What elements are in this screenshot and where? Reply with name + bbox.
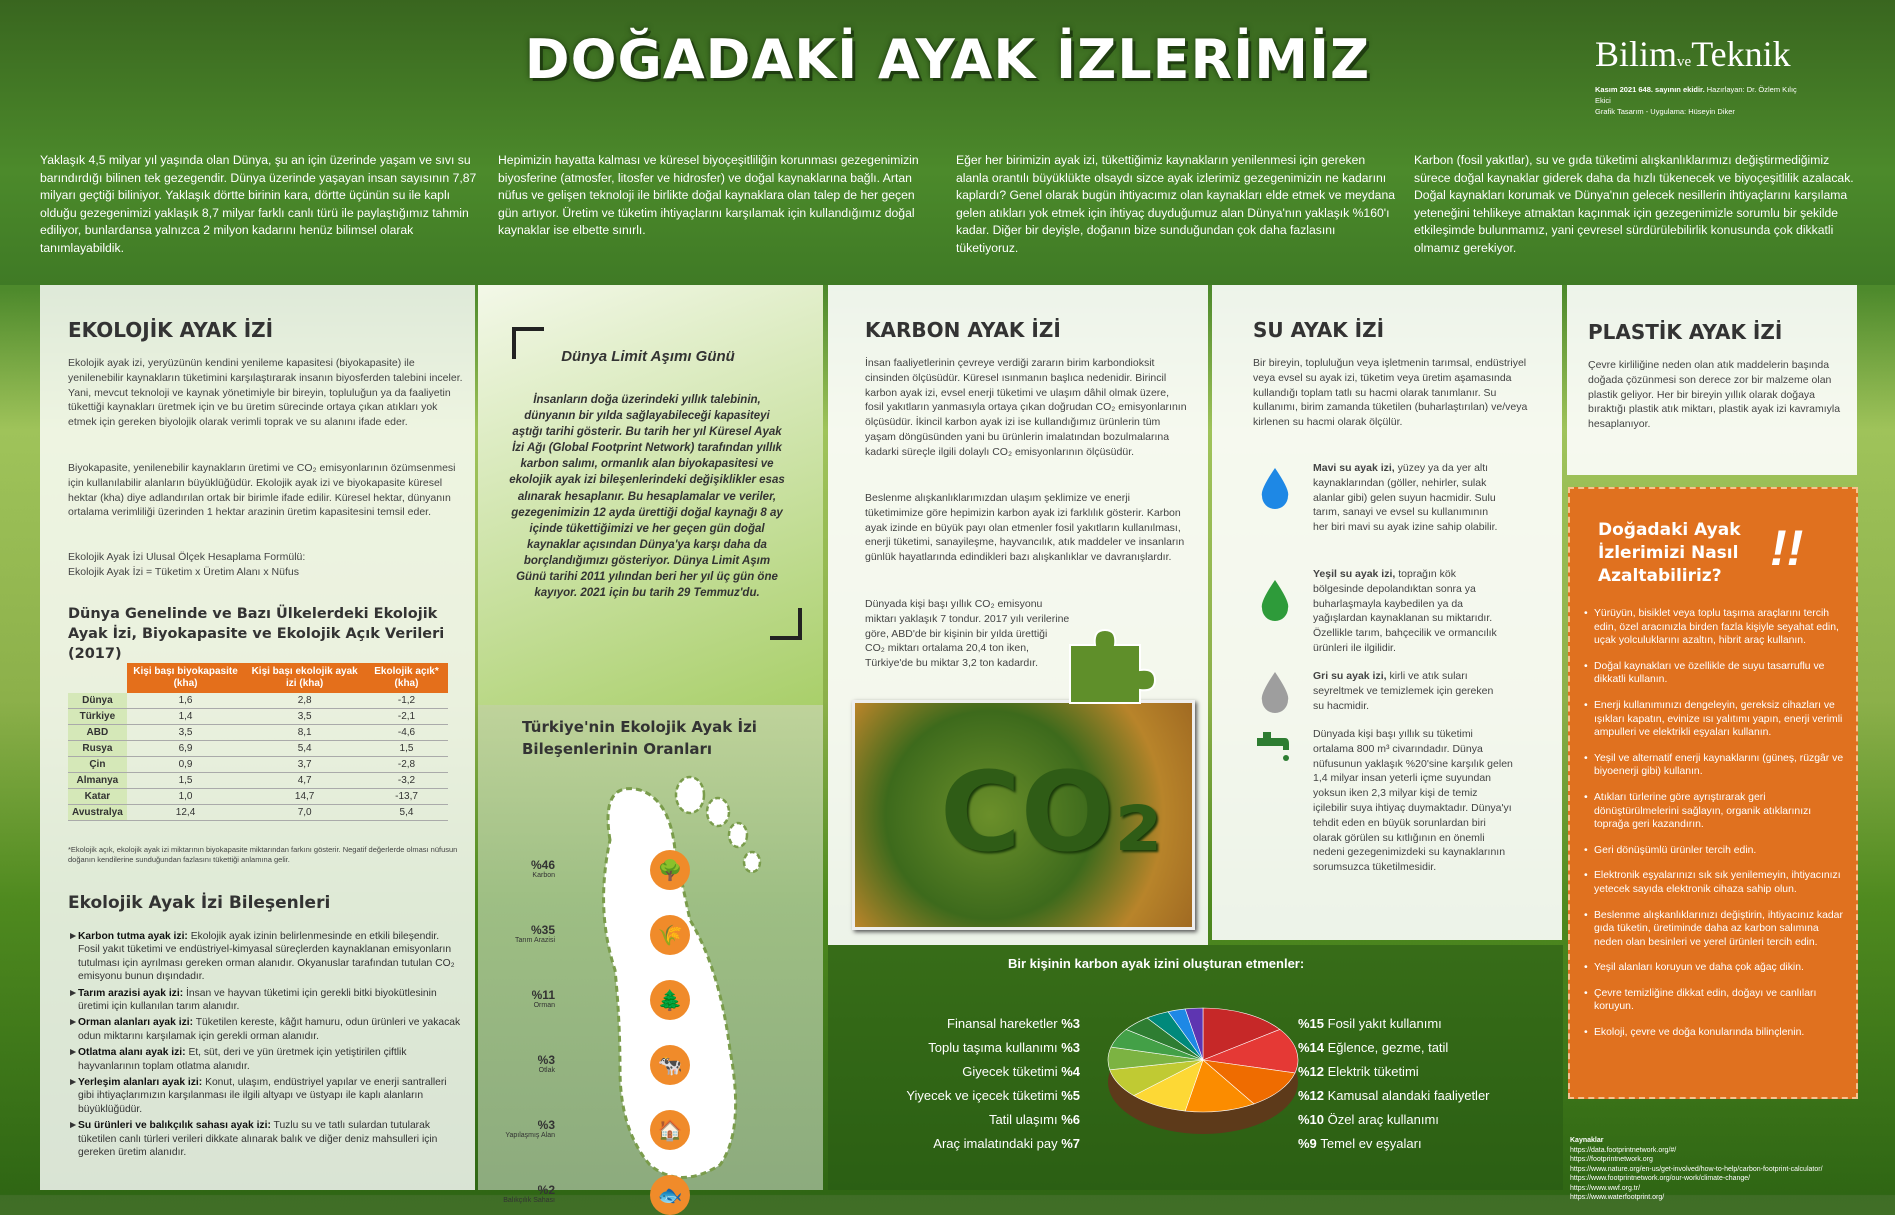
footprint-category-icon: 🌾 [650, 915, 690, 955]
footprint-label: %2 Balıkçılık Sahası [503, 1183, 555, 1204]
table-cell: 1,4 [127, 709, 245, 725]
table-cell: 12,4 [127, 805, 245, 821]
footprint-label: %3 Yapılaşmış Alan [505, 1118, 555, 1139]
brand-meta: Kasım 2021 648. sayının ekidir. Hazırlayan: Dr. Özlem Kılıç Ekici Grafik Tasarım - Uygulama: Hüseyin Diker [1595, 85, 1797, 116]
table-title: Dünya Genelinde ve Bazı Ülkelerdeki Ekolojik Ayak İzi, Biyokapasite ve Ekolojik Açık Verileri (2017) [68, 606, 445, 662]
pie-label-left: Toplu taşıma kullanımı %3 [928, 1040, 1080, 1055]
limit-text: İnsanların doğa üzerindeki yıllık talebinin, dünyanın bir yılda sağlayabileceği kapasiteyi aştığı tarihi gösterir. Bu tarih her yıl Küresel Ayak İzi Ağı (Global Footprint Network) tarafından yıllık karbon salımı, ormanlık alan biyokapasitesi ve ekolojik ayak izi bileşenlerindeki değişiklikler esas alınarak hesaplanır. Bu hesaplamalar ve veriler, gezegenimizin 12 ayda ürettiği doğal kaynağı 8 ay içinde tükettiğimizi ve her geçen gün doğal kaynaklar açısından Dünya'ya karşı daha da borçlandığımızı gösteriyor. Dünya Limit Aşım Günü tarihi 2011 yılından beri her yıl üç gün öne kayıyor. 2021 için bu tarih 29 Temmuz'du. [509, 394, 785, 600]
component-item: ► Orman alanları ayak izi: Tüketilen kereste, kâğıt hamuru, odun ürünleri ve yakacak odun miktarını karşılamak için gerekli orman alanıdır. [68, 1017, 461, 1042]
table-row [68, 725, 448, 741]
component-item: ► Karbon tutma ayak izi: Ekolojik ayak izinin belirlenmesinde en etkili bileşendir. Fosil yakıt tüketimi ve endüstriyel-kimyasal süreçlerden kaynaklanan emisyonların tutulması için ayrılması gereken orman alanıdır. Okyanuslar tarafından tutulan CO₂ emisyonu bunun dışındadır. [68, 931, 455, 983]
page-title: DOĞADAKİ AYAK İZLERİMİZ [524, 28, 1371, 91]
puzzle-piece-icon [1060, 625, 1150, 705]
table-cell: 8,1 [244, 725, 365, 741]
exclamation-icon: !! [1770, 520, 1804, 576]
table-cell: 4,7 [244, 773, 365, 789]
pie-label-left: Yiyecek ve içecek tüketimi %5 [906, 1088, 1080, 1103]
table-row [68, 789, 448, 805]
table-row [68, 805, 448, 821]
eco-title: EKOLOJİK AYAK İZİ [68, 318, 274, 342]
table-cell: Rusya [68, 741, 127, 757]
tip-item: • Yeşil alanları koruyun ve daha çok ağaç dikin. [1584, 961, 1848, 975]
tip-item: • Enerji kullanımınızı dengeleyin, gereksiz cihazları ve ışıkları kapatın, evinize ısı yalıtımı yapın, enerji verimli ampulleri ve elektrikli eşyaları kullanın. [1584, 699, 1848, 740]
reference-link[interactable]: https://data.footprintnetwork.org/#/ [1570, 1146, 1677, 1154]
intro-paragraph: Eğer her birimizin ayak izi, tükettiğimiz kaynakların yenilenmesi için gereken alanla orantılı büyüklükte olsaydı sizce ayak izlerimiz gezegenimizin ne kadarını kaplardı? Genel olarak bugün ihtiyacımız olan kaynakları elde etmek ve meydana gelen atıkları yok etmek için ihtiyaç duyduğumuz alan Dünya'nın yaklaşık %160'ı kadar. Diğer bir deyişle, doğanın bize sunduğundan çok daha fazlasını tüketiyoruz. [956, 153, 1395, 255]
green-water-text: Yeşil su ayak izi, toprağın kök bölgesinde depolandıktan sonra ya buharlaşmayla kaybedilen ya da yağışlardan kaynaklanan su miktarıdır. Özellikle tarım, bahçecilik ve ormancılık ürünleri ile ilgilidir. [1313, 568, 1497, 654]
plastic-title: PLASTİK AYAK İZİ [1588, 320, 1783, 344]
component-item: ► Tarım arazisi ayak izi: İnsan ve hayvan tüketimi için gerekli bitki biyokütlesinin üretimi için kullanılan tarım alanıdır. [68, 987, 437, 1013]
pie-label-left: Giyecek tüketimi %4 [962, 1064, 1080, 1079]
water-paragraph: Dünyada kişi başı yıllık su tüketimi ortalama 800 m³ civarındadır. Dünya nüfusunun yaklaşık %20'sine karşılık gelen 1,4 milyar insan yeterli içme suyundan yoksun iken 2,3 milyar kişi de temiz içilebilir suya ihtiyaç duymaktadır. Dünya'yı tehdit eden en büyük sorunlardan biri olarak görülen su kıtlığının en önemli nedeni gezegenimizdeki su kaynaklarının sorumsuzca tüketilmesidir. [1313, 728, 1513, 874]
table-row [68, 693, 448, 709]
footprint-category-icon: 🐟 [650, 1175, 690, 1215]
eco-paragraph: Biyokapasite, yenilenebilir kaynakların üretimi ve CO₂ emisyonlarının özümsenmesi için kullanılabilir alanların büyüklüğüdür. Ekolojik ayak izi ve biyokapasite küresel hektar (kha) diye adlandırılan ortak bir birimle ifade edilir. Küresel hektar, dünyanın ortalama verimliliği üzerinden 1 hektar arazinin üretim kapasitesini temsil eder. [68, 462, 456, 519]
formula-title: Ekolojik Ayak İzi Ulusal Ölçek Hesaplama Formülü: [68, 551, 306, 563]
footprint-category-icon: 🌲 [650, 980, 690, 1020]
table-cell: Katar [68, 789, 127, 805]
tip-item: • Geri dönüşümlü ürünler tercih edin. [1584, 844, 1848, 858]
reduce-panel [1568, 487, 1858, 1099]
faucet-icon [1255, 730, 1291, 766]
table-cell: -3,2 [365, 773, 448, 789]
intro-paragraph: Yaklaşık 4,5 milyar yıl yaşında olan Dünya, şu an için üzerinde yaşam ve sıvı su barındırdığı bilinen tek gezegendir. Dünya üzerinde yaşayan insan sayısının 7,87 milyarı geçtiği biliniyor. Yaklaşık dörtte birinin kara, dörtte üçünün su ile kaplı olduğu gezegenimizi yaklaşık 8,7 milyar farklı canlı türü ile paylaştığımız tahmin ediliyor, bunlardansa yalnızca 2 milyon kadarını henüz bilimsel olarak tanımlayabildik. [40, 153, 477, 255]
table-header: Kişi başı ekolojik ayak izi (kha) [244, 663, 365, 693]
references: Kaynaklar https://data.footprintnetwork.org/#/ https://footprintnetwork.org https://www.nature.org/en-us/get-involved/how-to-help/carbon-footprint-calculator/ https://www.footprintnetwork.org/our-work/climate-change/ https://www.wwf.org.tr/ https://www.waterfootprint.org/ [1570, 1137, 1823, 1201]
blue-water-text: Mavi su ayak izi, yüzey ya da yer altı kaynaklarından (göller, nehirler, sulak alanlar gibi) gelen suyun hacmidir. Sulu tarım, sanayi ve evsel su kullanımının her biri mavi su ayak izine sahip olabilir. [1313, 462, 1498, 534]
plastic-text: Çevre kirliliğine neden olan atık maddelerin başında doğada çözünmesi son derece zor bir malzeme olan plastik geliyor. Her bir bireyin yıllık olarak doğaya bıraktığı plastik atık miktarı, plastik ayak izi kavramıyla hesaplanıyor. [1588, 359, 1841, 431]
blue-drop-icon [1260, 468, 1290, 508]
component-item: ► Otlatma alanı ayak izi: Et, süt, deri ve yün üretmek için yetiştirilen çiftlik hayvanlarının toplam otlatma alanıdır. [68, 1047, 407, 1072]
carbon-paragraph: Beslenme alışkanlıklarımızdan ulaşım şeklimize ve enerji tüketimimize göre hepimizin karbon ayak izi farklılık gösterir. Karbon ayak izinde en büyük payı olan etmenler fosil yakıtların kullanılması, enerji tüketimi, sanayileşme, hayvancılık, atık maddeler ve insanların günlük hayatlarında edindikleri bazı alışkanlıklar ve davranışlardır. [865, 492, 1185, 564]
tip-item: • Doğal kaynakları ve özellikle de suyu tasarruflu ve dikkatli kullanın. [1584, 660, 1848, 687]
tip-item: • Yürüyün, bisiklet veya toplu taşıma araçlarını tercih edin, özel aracınızla birden fazla kişiyle seyahat edin, uçak yolculuklarını azaltın, hibrit araç kullanın. [1584, 607, 1848, 648]
table-cell: 1,5 [365, 741, 448, 757]
table-row [68, 709, 448, 725]
table-row [68, 757, 448, 773]
table-header: Ekolojik açık* (kha) [365, 663, 448, 693]
table-note: *Ekolojik açık, ekolojik ayak izi miktarının biyokapasite miktarından farkını gösterir. Negatif değerlerde olması nüfusun doğanın kendilerine sunduğundan fazlasını tükettiği anlamına gelir. [68, 845, 458, 864]
footprint-label: %46 Karbon [530, 858, 555, 879]
reference-link[interactable]: https://www.wwf.org.tr/ [1570, 1184, 1641, 1192]
intro-paragraph: Karbon (fosil yakıtlar), su ve gıda tüketimi alışkanlıklarımızı değiştirmediğimiz sürece doğal kaynaklar giderek daha da hızlı tükenecek ve biyoçeşitlilik azalacak. Doğal kaynakları korumak ve Dünya'nın gelecek nesillerin ihtiyaçlarını karşılama yeteneğini tehlikeye atmaktan kaçınmak için gezegenimizle sorumlu bir şekilde etkileşimde bulunmamız, yani çevresel sürdürülebilirlik konusunda çok dikkatli olmamız gerekiyor. [1414, 153, 1854, 255]
table-cell: 5,4 [365, 805, 448, 821]
table-cell: Çin [68, 757, 127, 773]
table-cell: Türkiye [68, 709, 127, 725]
table-cell: 0,9 [127, 757, 245, 773]
reduce-title: Doğadaki Ayak İzlerimizi Nasıl Azaltabiliriz? [1598, 520, 1741, 586]
tip-item: • Elektronik eşyalarınızı sık sık yenilemeyin, ihtiyacınızı yetecek sayıda elektronik cihaza sahip olun. [1584, 869, 1848, 896]
footprint-label: %3 Otlak [537, 1053, 555, 1074]
table-cell: Dünya [68, 693, 127, 709]
table-cell: 14,7 [244, 789, 365, 805]
footprint-category-icon: 🏠 [650, 1110, 690, 1150]
table-cell: ABD [68, 725, 127, 741]
carbon-paragraph: İnsan faaliyetlerinin çevreye verdiği zararın birim karbondioksit cinsinden ölçüsüdür. Küresel ısınmanın başlıca nedenidir. Birincil karbon ayak izi, evsel enerji tüketimi ve ulaşım dâhil olmak üzere, fosil yakıtların yanmasıyla ortaya çıkan doğrudan CO₂ emisyonlarının ölçüsüdür. İkincil karbon ayak izi ise kullandığımız ürünlerin tüm yaşam döngüsünden yani bu ürünlerin imalatından bozulmalarına kadarki süreçle ilgili dolaylı CO₂ emisyonlarının ölçüsüdür. [865, 357, 1187, 458]
component-item: ► Yerleşim alanları ayak izi: Konut, ulaşım, endüstriyel yapılar ve enerji santralleri gibi ihtiyaçlarımızın karşılanması ile ilgili altyapı ve üstyapı ile kaplı alanların büyüklüğüdür. [68, 1077, 447, 1115]
table-cell: 3,7 [244, 757, 365, 773]
table-cell: Avustralya [68, 805, 127, 821]
pie-label-right: %14 Eğlence, gezme, tatil [1298, 1040, 1449, 1055]
reference-link[interactable]: https://footprintnetwork.org [1570, 1156, 1653, 1163]
components-title: Ekolojik Ayak İzi Bileşenleri [68, 893, 331, 913]
table-cell: Almanya [68, 773, 127, 789]
grey-water-text: Gri su ayak izi, kirli ve atık suları seyreltmek ve temizlemek için gereken su hacmidir. [1313, 670, 1494, 712]
limit-title: Dünya Limit Aşımı Günü [561, 348, 735, 365]
table-row [68, 741, 448, 757]
table-cell: 6,9 [127, 741, 245, 757]
table-cell: -13,7 [365, 789, 448, 805]
table-cell: -2,8 [365, 757, 448, 773]
components-list [68, 930, 463, 1163]
brand-block [1595, 36, 1805, 117]
pie-label-right: %12 Elektrik tüketimi [1298, 1064, 1419, 1079]
green-drop-icon [1260, 580, 1290, 620]
reference-link[interactable]: https://www.footprintnetwork.org/our-work/climate-change/ [1570, 1175, 1751, 1182]
carbon-paragraph: Dünyada kişi başı yıllık CO₂ emisyonu miktarı yaklaşık 7 tondur. 2017 yılı verilerine göre, ABD'de bir kişinin bir yılda ürettiği CO₂ miktarı ortalama 20,4 ton iken, Türkiye'de bu miktar 3,2 ton kadardır. [865, 598, 1070, 670]
pie-label-left: Finansal hareketler %3 [947, 1016, 1080, 1031]
table-header: Kişi başı biyokapasite (kha) [127, 663, 245, 693]
footprint-label: %35 Tarım Arazisi [514, 923, 555, 944]
pie-label-left: Tatil ulaşımı %6 [988, 1112, 1080, 1127]
pie-label-left: Araç imalatındaki pay %7 [933, 1136, 1080, 1151]
table-row [68, 773, 448, 789]
table-cell: -2,1 [365, 709, 448, 725]
table-cell: 7,0 [244, 805, 365, 821]
tip-item: • Beslenme alışkanlıklarınızı değiştirin, ihtiyacınız kadar gıda tüketin, üretiminde daha az karbon salımına neden olan besinleri ve yerel ürünleri tercih edin. [1584, 909, 1848, 950]
footprint-label: %11 Orman [531, 988, 555, 1009]
corner-bracket [770, 608, 802, 640]
pie-label-right: %12 Kamusal alandaki faaliyetler [1298, 1088, 1490, 1103]
water-paragraph: Bir bireyin, topluluğun veya işletmenin tarımsal, endüstriyel veya evsel su ayak izi, tüketim veya üretim aşamasında kullandığı toplam tatlı su hacmi olarak tanımlanır. Su kullanımı, birim zamanda tüketilen (buharlaştırılan) ve/veya kirlenen su hacmi olarak ölçülür. [1253, 357, 1528, 429]
footprint-category-icon: 🌳 [650, 850, 690, 890]
pie-title: Bir kişinin karbon ayak izini oluşturan etmenler: [1008, 956, 1305, 971]
table-cell: 1,5 [127, 773, 245, 789]
table-cell: 2,8 [244, 693, 365, 709]
tip-item: • Çevre temizliğine dikkat edin, doğayı ve canlıları koruyun. [1584, 987, 1848, 1014]
eco-paragraph: Ekolojik ayak izi, yeryüzünün kendini yenileme kapasitesi (biyokapasite) ile yenilenebilir kaynakların tüketimini karşılaştırarak insanın biyosferden talebini inceler. Yani, mevcut teknoloji ve kaynak yönetimiyle bir bireyin, topluluğun ya da faaliyetin tükettiği kaynakları üretmek için ve bu üretim sürecinde ortaya çıkan atıkları yok etmek için gereken biyolojik olarak verimli toprak ve su alanını ifade eder. [68, 357, 463, 429]
table-cell: 5,4 [244, 741, 365, 757]
reference-link[interactable]: https://www.waterfootprint.org/ [1570, 1194, 1665, 1201]
pie-label-right: %10 Özel araç kullanımı [1298, 1112, 1439, 1127]
tips-list [1584, 607, 1848, 1052]
brand-logo: BilimveTeknik [1595, 34, 1791, 74]
grey-drop-icon [1260, 672, 1290, 712]
table-cell: -1,2 [365, 693, 448, 709]
corner-bracket [512, 327, 544, 359]
carbon-pie-chart [1098, 990, 1308, 1180]
reference-link[interactable]: https://www.nature.org/en-us/get-involved/how-to-help/carbon-footprint-calculator/ [1570, 1165, 1823, 1173]
footprint-category-icon: 🐄 [650, 1045, 690, 1085]
carbon-title: KARBON AYAK İZİ [865, 318, 1061, 342]
eco-table [68, 663, 448, 821]
co2-forest-image [852, 700, 1195, 930]
water-title: SU AYAK İZİ [1253, 318, 1385, 342]
tip-item: • Yeşil ve alternatif enerji kaynaklarını (güneş, rüzgâr ve biyoenerji gibi) kullanın. [1584, 752, 1848, 779]
intro-paragraph: Hepimizin hayatta kalması ve küresel biyoçeşitliliğin korunması gezegenimizin biyosferine (atmosfer, litosfer ve hidrosfer) ve doğal kaynaklarına bağlı. Artan nüfus ve gelişen teknoloji ile birlikte doğal kaynaklara olan talep de her geçen gün artıyor. Üretim ve tüketim ihtiyaçlarını karşılamak için kullandığımız doğal kaynaklar ise elbette sınırlı. [498, 153, 919, 237]
formula: Ekolojik Ayak İzi = Tüketim x Üretim Alanı x Nüfus [68, 566, 299, 578]
tip-item: • Ekoloji, çevre ve doğa konularında bilinçlenin. [1584, 1026, 1848, 1040]
table-cell: 3,5 [127, 725, 245, 741]
co2-label: CO₂ [940, 748, 1163, 876]
table-cell: 1,6 [127, 693, 245, 709]
pie-label-right: %15 Fosil yakıt kullanımı [1298, 1016, 1442, 1031]
pie-label-right: %9 Temel ev eşyaları [1298, 1136, 1422, 1151]
component-item: ► Su ürünleri ve balıkçılık sahası ayak izi: Tuzlu su ve tatlı sulardan tutularak tüketilen canlı türleri verileri dikkate alınarak balık ve diğer deniz mahsulleri için gereken üretim alanıdır. [68, 1120, 438, 1159]
table-cell: 1,0 [127, 789, 245, 805]
table-cell: -4,6 [365, 725, 448, 741]
turkey-title: Türkiye'nin Ekolojik Ayak İzi Bileşenlerinin Oranları [522, 718, 757, 758]
tip-item: • Atıkları türlerine göre ayrıştırarak geri dönüştürülmelerini sağlayın, organik atıklarınızı toprağa geri kazandırın. [1584, 791, 1848, 832]
table-cell: 3,5 [244, 709, 365, 725]
